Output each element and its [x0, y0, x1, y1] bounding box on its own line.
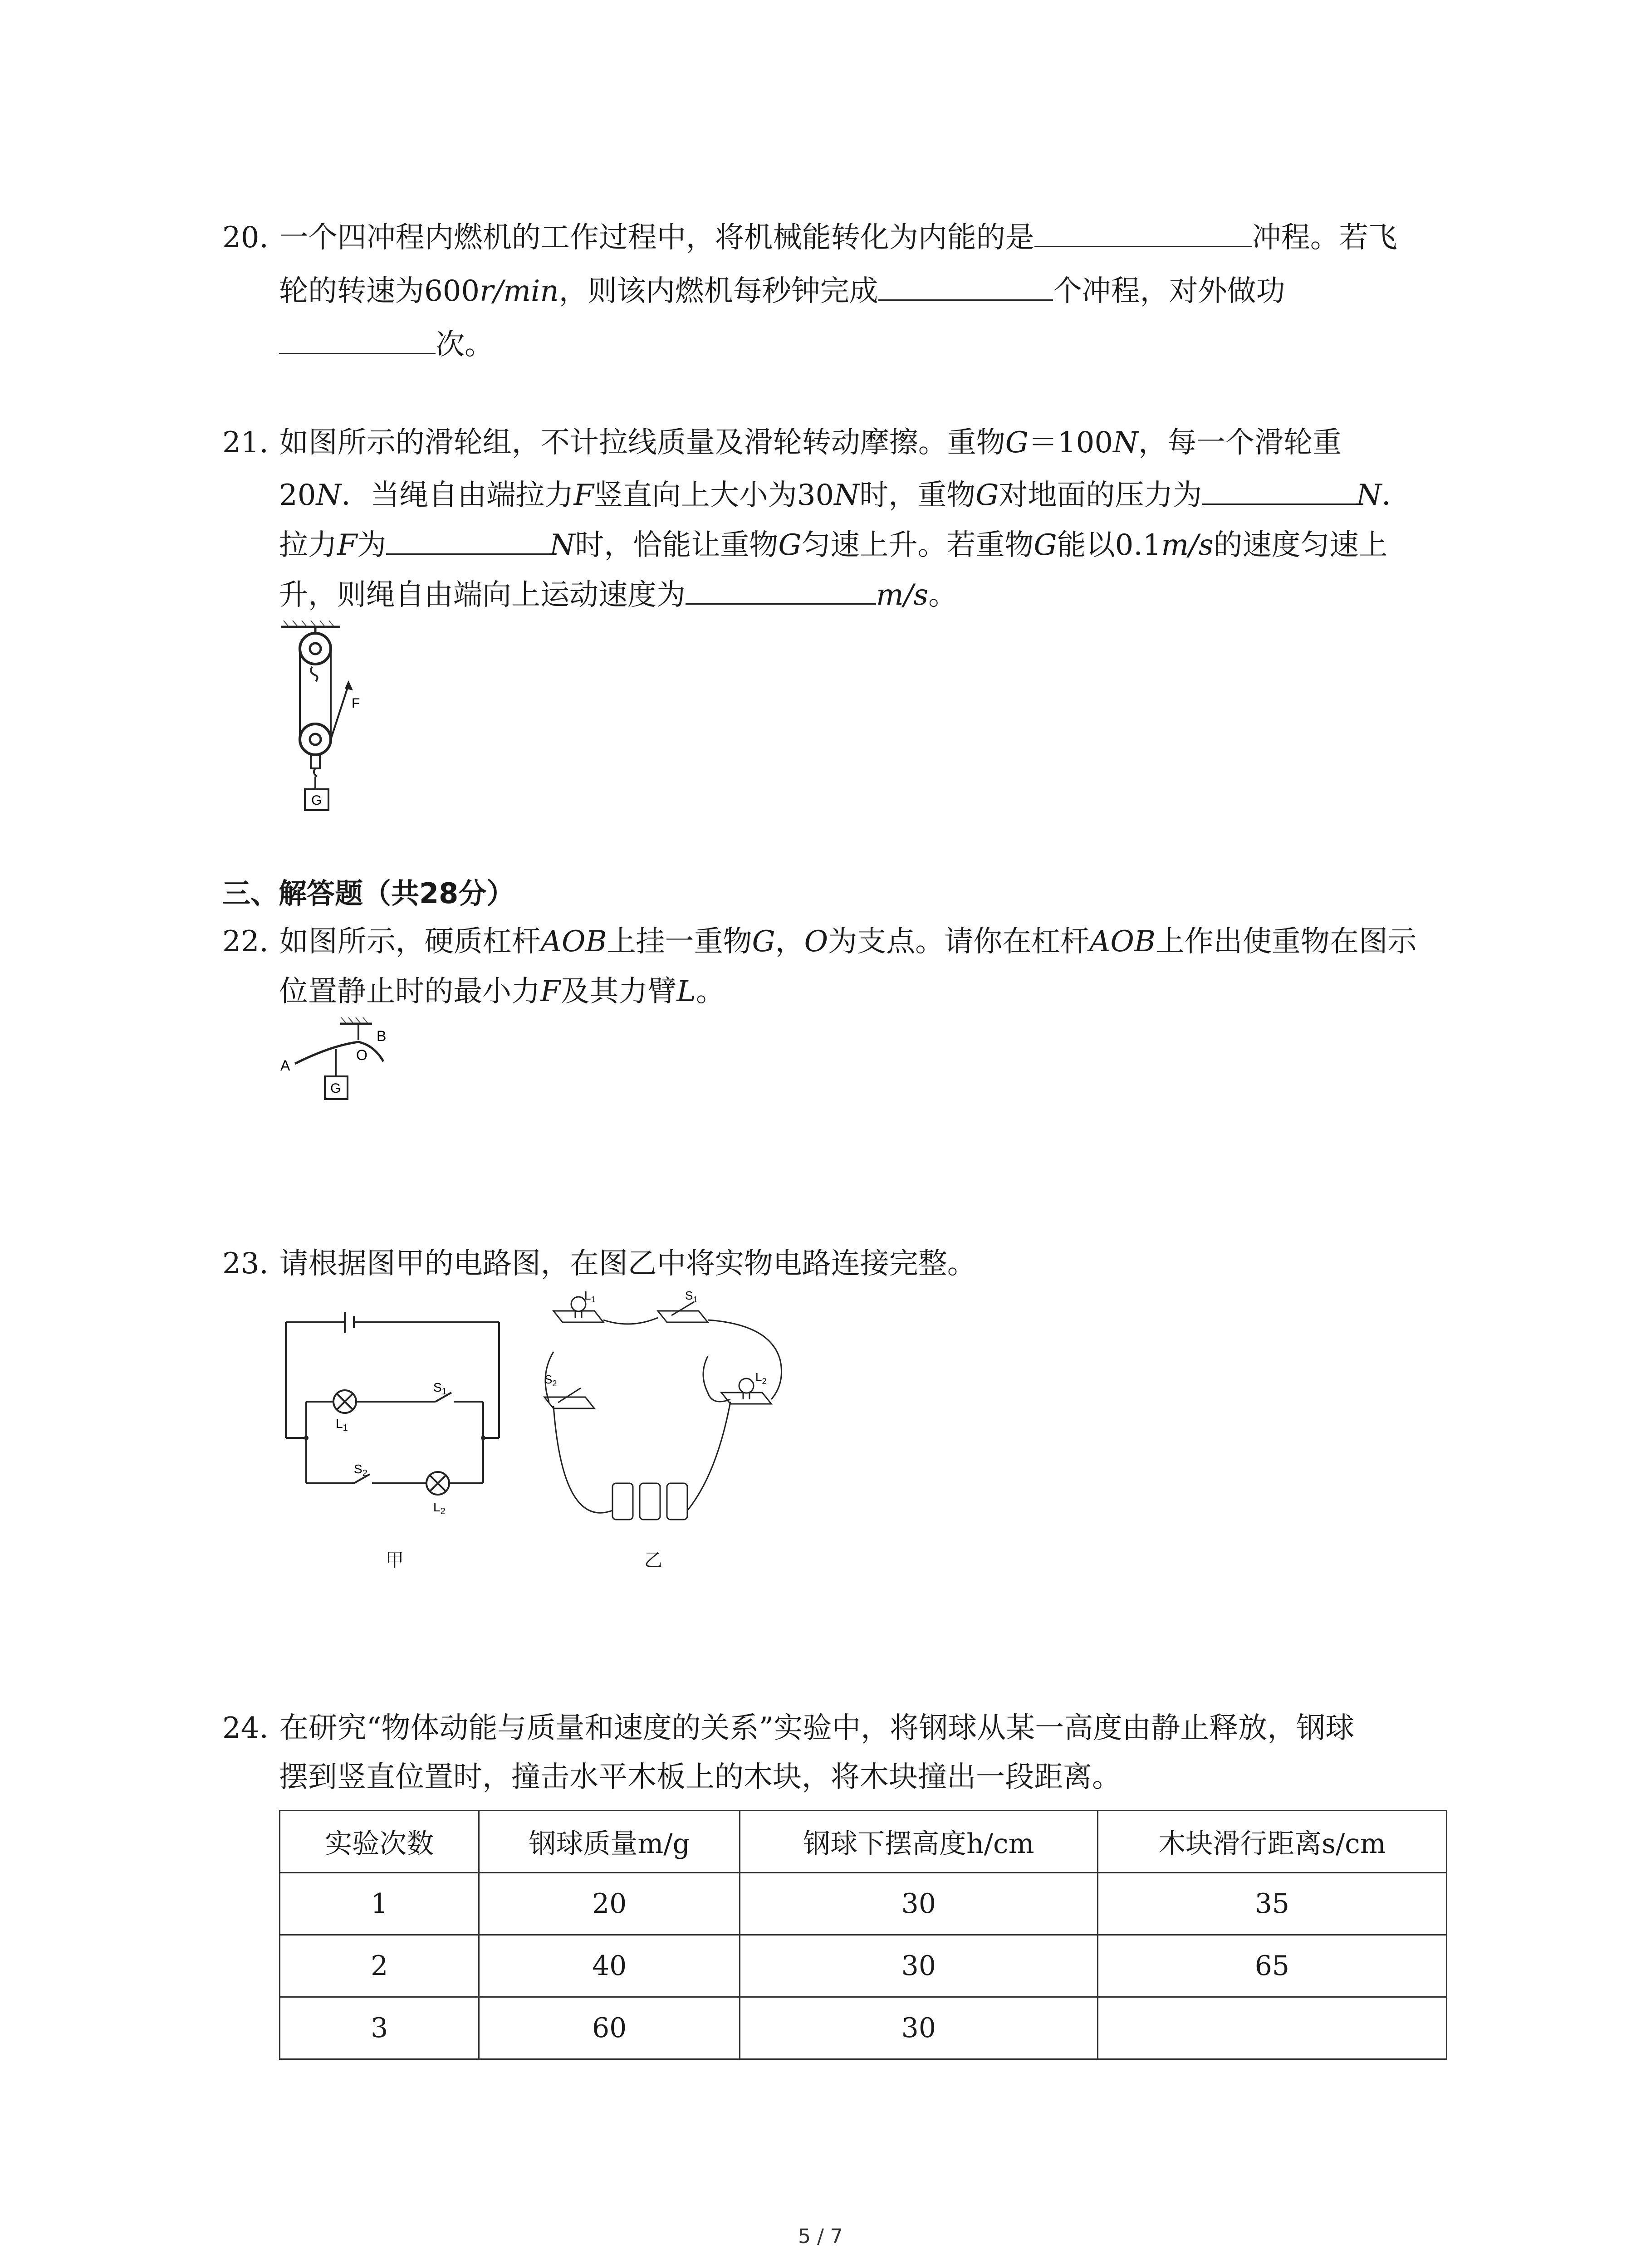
- page-number: 5 / 7: [798, 2225, 843, 2248]
- q21-line1: 21. 如图所示的滑轮组，不计拉线质量及滑轮转动摩擦。重物G＝100N，每一个滑轮重: [222, 426, 1342, 459]
- table-cell: 60: [479, 1997, 740, 2059]
- answer-blank[interactable]: [1034, 219, 1252, 247]
- answer-blank[interactable]: [279, 326, 436, 354]
- q23-number: 23.: [222, 1247, 269, 1281]
- q24-line1: 24. 在研究“物体动能与质量和速度的关系”实验中，将钢球从某一高度由静止释放，钢球: [222, 1711, 1355, 1745]
- q21-line2: 20N．当绳自由端拉力F竖直向上大小为30N时，重物G对地面的压力为 N．: [279, 476, 1411, 513]
- point-o-label: O: [356, 1047, 367, 1063]
- section-title: 三、解答题（共28分）: [222, 877, 515, 910]
- s1-label: $S_1$: [685, 1289, 698, 1304]
- table-header: 木块滑行距离s/cm: [1097, 1811, 1446, 1873]
- table-row: [280, 1935, 1447, 1997]
- q23-line1: 23. 请根据图甲的电路图，在图乙中将实物电路连接完整。: [222, 1247, 976, 1281]
- point-a-label: A: [280, 1057, 290, 1074]
- s1-label: $S_1$: [433, 1380, 447, 1397]
- answer-blank[interactable]: [1202, 476, 1356, 505]
- q21-line4: 升，则绳自由端向上运动速度为 m/s。: [279, 576, 957, 613]
- q22-line1: 22. 如图所示，硬质杠杆AOB上挂一重物G，O为支点。请你在杠杆AOB上作出使重物在图示: [222, 925, 1417, 958]
- q20-line1: 20. 一个四冲程内燃机的工作过程中，将机械能转化为内能的是 冲程。若飞: [222, 219, 1397, 256]
- weight-label: G: [311, 793, 322, 808]
- table-cell: 65: [1097, 1935, 1446, 1997]
- q20-number: 20.: [222, 221, 269, 254]
- l2-label: $L_2$: [433, 1500, 446, 1516]
- table-row: [280, 1997, 1447, 2059]
- q24-line2: 摆到竖直位置时，撞击水平木板上的木块，将木块撞出一段距离。: [279, 1760, 1121, 1794]
- force-label: F: [352, 696, 360, 711]
- caption-jia: 甲: [386, 1550, 404, 1571]
- l1-label: $L_1$: [336, 1417, 348, 1433]
- table-cell: 2: [280, 1935, 479, 1997]
- table-cell: 40: [479, 1935, 740, 1997]
- s2-label: $S_2$: [354, 1462, 367, 1478]
- table-header: 钢球质量m/g: [479, 1811, 740, 1873]
- q22-number: 22.: [222, 925, 269, 958]
- q22-line2: 位置静止时的最小力F及其力臂L。: [279, 975, 725, 1008]
- answer-blank[interactable]: [686, 576, 876, 605]
- table-cell: 35: [1097, 1873, 1446, 1935]
- s2-label: $S_2$: [544, 1373, 557, 1388]
- q24-number: 24.: [222, 1711, 269, 1745]
- q21-line3: 拉力F为 N时，恰能让重物G匀速上升。若重物G能以0.1m/s的速度匀速上: [279, 526, 1388, 563]
- table-header-row: [280, 1811, 1447, 1873]
- circuit-schematic: [272, 1302, 508, 1538]
- table-header: 实验次数: [280, 1811, 479, 1873]
- table-header: 钢球下摆高度h/cm: [740, 1811, 1097, 1873]
- l2-label: $L_2$: [755, 1370, 767, 1386]
- answer-blank[interactable]: [386, 526, 549, 555]
- table-row: [280, 1873, 1447, 1935]
- physical-circuit: [535, 1284, 817, 1538]
- table-cell: 30: [740, 1935, 1097, 1997]
- table-cell: 20: [479, 1873, 740, 1935]
- q20-line3: 次。: [279, 326, 494, 363]
- caption-yi: 乙: [644, 1550, 662, 1571]
- table-cell: 30: [740, 1873, 1097, 1935]
- experiment-table: [279, 1810, 1447, 2060]
- pulley-diagram: [272, 617, 390, 816]
- table-cell: 3: [280, 1997, 479, 2059]
- answer-blank[interactable]: [878, 272, 1053, 301]
- answer-cell[interactable]: [1097, 1997, 1446, 2059]
- q21-number: 21.: [222, 426, 269, 459]
- q20-line2: 轮的转速为600r/min，则该内燃机每秒钟完成 个冲程，对外做功: [279, 272, 1285, 309]
- table-cell: 1: [280, 1873, 479, 1935]
- l1-label: $L_1$: [584, 1289, 596, 1304]
- point-b-label: B: [377, 1028, 387, 1044]
- lever-diagram: [272, 1014, 445, 1105]
- table-cell: 30: [740, 1997, 1097, 2059]
- weight-label: G: [330, 1081, 341, 1096]
